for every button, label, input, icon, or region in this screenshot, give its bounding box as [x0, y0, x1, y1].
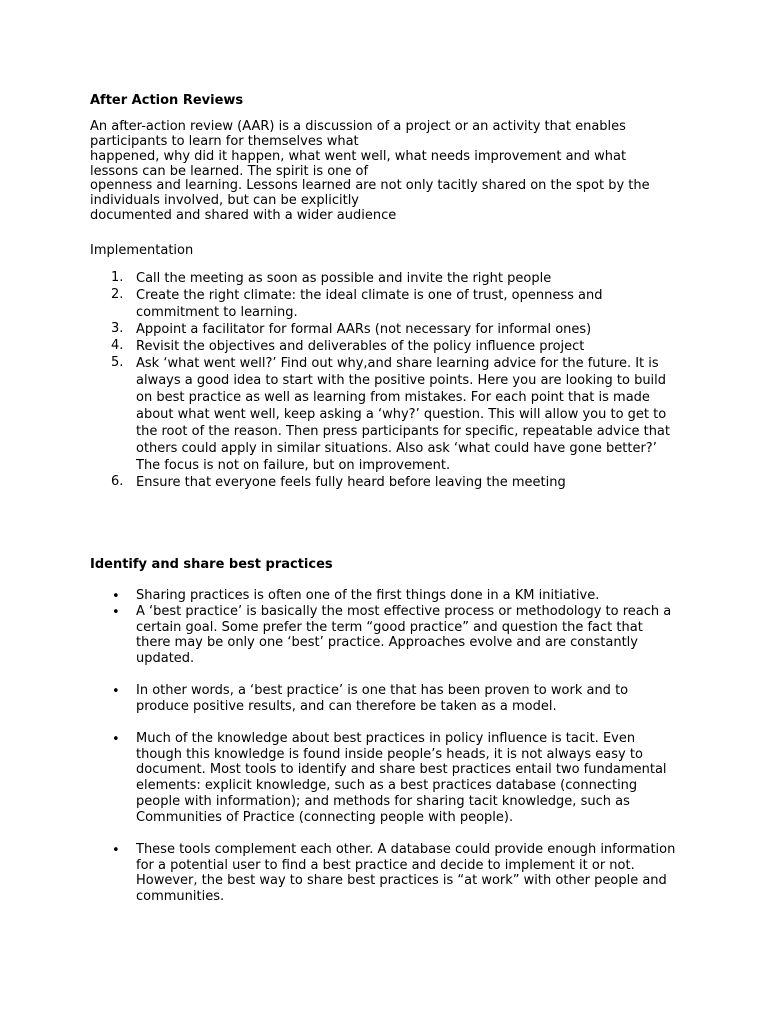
list-item-text: Create the right climate: the ideal climate is one of trust, openness and commitment to learning.: [136, 288, 603, 320]
list-item-text: Revisit the objectives and deliverables of the policy influence project: [136, 339, 585, 354]
list-item-text: Ensure that everyone feels fully heard before leaving the meeting: [136, 475, 566, 490]
bullet-item-text: These tools complement each other. A database could provide enough information for a potential user to find a best practice and decide to implement it or not. However, the best way to share best practices is “at work” with other people and communities.: [136, 842, 676, 905]
bullet-item-text: Much of the knowledge about best practices in policy influence is tacit. Even though this knowledge is found inside people’s heads, it is not always easy to document. Most tools to identify and share best practices entail two fundamental elements: explicit knowledge, such as a best practices database (connecting people with information); and methods for sharing tacit knowledge, such as Communities of Practice (connecting people with people).: [136, 731, 667, 825]
bullet-icon: •: [112, 843, 120, 858]
aar-intro-line: individuals involved, but can be explicitly: [90, 193, 360, 208]
bullet-item-text: A ‘best practice’ is basically the most effective process or methodology to reach a certain goal. Some prefer the term “good practice” and question the fact that there may be only one ‘best’ practice. Approaches evolve and are constantly updated.: [136, 604, 672, 667]
bullet-item-text: In other words, a ‘best practice’ is one that has been proven to work and to produce positive results, and can therefore be taken as a model.: [136, 683, 629, 714]
list-item-text: Ask ‘what went well?’ Find out why,and share learning advice for the future. It is always a good idea to start with the positive points. Here you are looking to build on best practice as well as learning from mistakes. For each point that is made about what went well, keep asking a ‘why?’ question. This will allow you to get to the root of the reason. Then press participants for specific, repeatable advice that others could apply in similar situations. Also ask ‘what could have gone better?’ The focus is not on failure, but on improvement.: [136, 356, 670, 473]
bullet-icon: •: [112, 732, 120, 747]
aar-intro-line: documented and shared with a wider audience: [90, 207, 397, 223]
list-item-text: Call the meeting as soon as possible and invite the right people: [136, 271, 552, 286]
aar-intro-line: happened, why did it happen, what went well, what needs improvement and what: [90, 148, 627, 164]
aar-intro-line: participants to learn for themselves what: [90, 134, 359, 149]
list-number: 3.: [111, 321, 124, 336]
list-number: 6.: [111, 474, 124, 489]
bullet-item-text: Sharing practices is often one of the first things done in a KM initiative.: [136, 588, 600, 603]
section-title-after-action-reviews: After Action Reviews: [90, 93, 244, 108]
bullet-icon: •: [112, 589, 120, 604]
aar-intro-line: openness and learning. Lessons learned are not only tacitly shared on the spot by the: [90, 178, 650, 193]
list-number: 2.: [111, 287, 124, 302]
section-title-best-practices: Identify and share best practices: [90, 557, 333, 572]
implementation-subheading: Implementation: [90, 243, 194, 258]
aar-intro-line: An after-action review (AAR) is a discussion of a project or an activity that enables: [90, 119, 626, 134]
list-number: 4.: [111, 338, 124, 353]
list-item-text: Appoint a facilitator for formal AARs (not necessary for informal ones): [136, 322, 592, 337]
list-number: 1.: [111, 270, 124, 285]
bullet-icon: •: [112, 605, 120, 620]
aar-intro-line: lessons can be learned. The spirit is one of: [90, 163, 369, 179]
list-number: 5.: [111, 355, 124, 370]
bullet-icon: •: [112, 684, 120, 699]
